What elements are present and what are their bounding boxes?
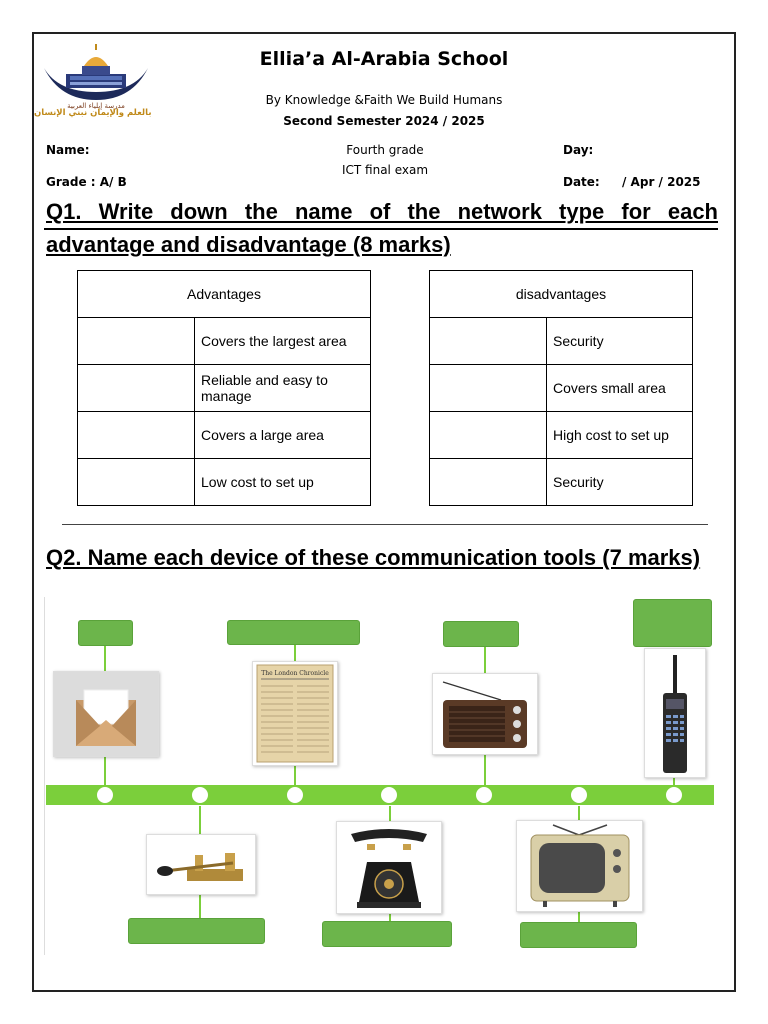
newspaper-title: The London Chronicle <box>261 670 329 677</box>
date-value: / Apr / 2025 <box>622 175 701 189</box>
timeline-node <box>285 785 305 805</box>
svg-text:مدرسة إيلياء العربية: مدرسة إيلياء العربية <box>67 102 125 110</box>
disadvantage-cell: Covers small area <box>547 365 693 412</box>
timeline-node <box>379 785 399 805</box>
answer-cell[interactable] <box>78 318 195 365</box>
answer-box-newspaper[interactable] <box>227 620 360 645</box>
connector <box>484 645 486 673</box>
answer-cell[interactable] <box>430 412 547 459</box>
school-name: Ellia’a Al-Arabia School <box>259 48 509 70</box>
answer-box-telegraph[interactable] <box>128 918 265 944</box>
radio-icon <box>433 674 537 754</box>
date-label: Date: <box>563 175 600 189</box>
timeline-node <box>474 785 494 805</box>
timeline-node <box>664 785 684 805</box>
connector <box>104 754 106 788</box>
q1-heading-line1: Q1. Write down the name of the network type for each <box>46 199 718 224</box>
answer-box-radio[interactable] <box>443 621 519 647</box>
heading-rule <box>44 228 718 230</box>
answer-cell[interactable] <box>78 459 195 506</box>
timeline-node <box>569 785 589 805</box>
answer-box-mobile[interactable] <box>633 599 712 647</box>
timeline-node <box>95 785 115 805</box>
semester-label: Second Semester 2024 / 2025 <box>283 114 485 128</box>
day-label: Day: <box>563 143 594 157</box>
advantage-cell: Low cost to set up <box>195 459 371 506</box>
disadvantage-cell: Security <box>547 318 693 365</box>
mobile-phone-image <box>644 648 706 778</box>
connector <box>104 643 106 673</box>
section-separator <box>62 524 708 525</box>
mobile-phone-icon <box>645 649 705 777</box>
newspaper-icon <box>253 662 337 765</box>
disadvantages-header: disadvantages <box>430 271 693 318</box>
newspaper-image <box>252 661 338 766</box>
school-motto: By Knowledge &Faith We Build Humans <box>265 93 503 107</box>
name-label: Name: <box>46 143 90 157</box>
disadvantage-cell: Security <box>547 459 693 506</box>
connector <box>484 752 486 788</box>
answer-box-telephone[interactable] <box>322 921 452 947</box>
connector <box>199 806 201 836</box>
disadvantage-cell: High cost to set up <box>547 412 693 459</box>
connector <box>199 893 201 918</box>
rotary-telephone-icon <box>337 822 441 913</box>
telephone-image <box>336 821 442 914</box>
answer-cell[interactable] <box>430 318 547 365</box>
logo-motto-arabic: بالعلم والإيمان نبني الإنسان <box>34 108 152 118</box>
telegraph-image <box>146 834 256 895</box>
advantage-cell: Covers a large area <box>195 412 371 459</box>
answer-cell[interactable] <box>78 412 195 459</box>
letter-image <box>53 671 159 757</box>
timeline-node <box>190 785 210 805</box>
television-icon <box>517 821 642 911</box>
q2-heading: Q2. Name each device of these communication tools (7 marks) <box>46 545 701 570</box>
connector <box>578 806 580 820</box>
answer-cell[interactable] <box>430 459 547 506</box>
envelope-icon <box>54 672 158 756</box>
grade-level: Fourth grade <box>346 143 424 157</box>
grade-label: Grade : A/ B <box>46 175 127 189</box>
q1-heading-line2: advantage and disadvantage (8 marks) <box>46 232 451 257</box>
television-image <box>516 820 643 912</box>
answer-cell[interactable] <box>78 365 195 412</box>
advantage-cell: Covers the largest area <box>195 318 371 365</box>
advantage-cell: Reliable and easy to manage <box>195 365 371 412</box>
exam-name: ICT final exam <box>341 163 429 177</box>
connector <box>294 643 296 661</box>
advantages-table <box>77 270 371 506</box>
connector <box>389 806 391 822</box>
answer-box-letter[interactable] <box>78 620 133 646</box>
answer-box-television[interactable] <box>520 922 637 948</box>
telegraph-key-icon <box>147 835 255 894</box>
advantages-header: Advantages <box>78 271 371 318</box>
disadvantages-table <box>429 270 693 506</box>
answer-cell[interactable] <box>430 365 547 412</box>
radio-image <box>432 673 538 755</box>
